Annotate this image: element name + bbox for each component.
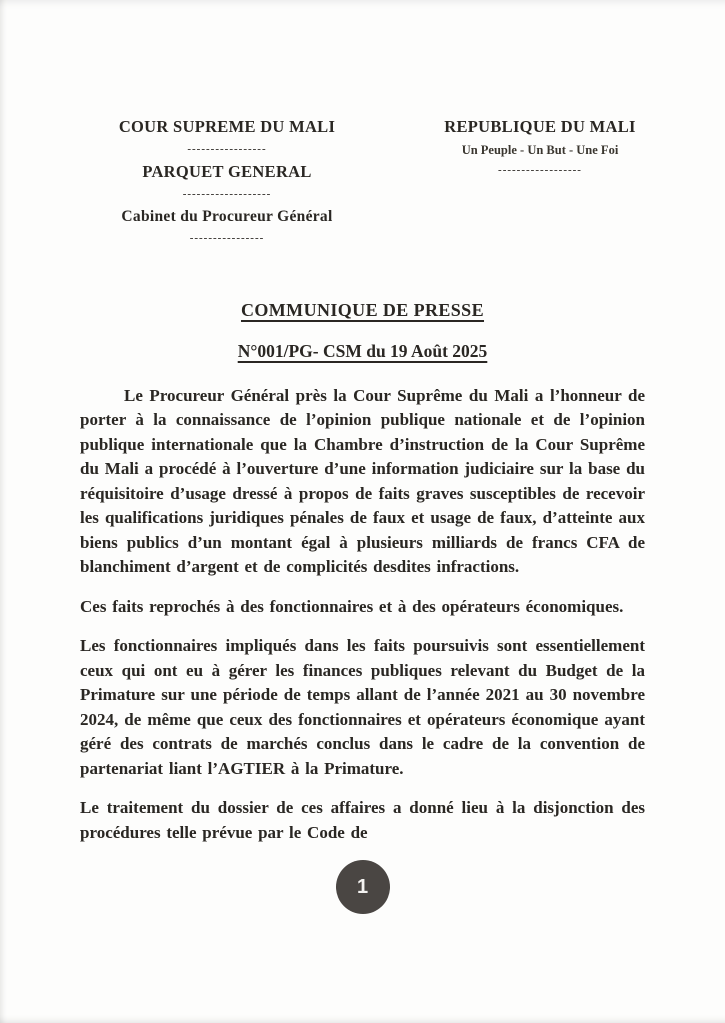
header-left-block xyxy=(82,118,372,252)
court-name: COUR SUPREME DU MALI xyxy=(118,117,336,136)
page-number-badge: 1 xyxy=(336,860,390,914)
separator-dashes: ----------------- xyxy=(187,142,267,155)
separator-dashes: ------------------- xyxy=(182,187,272,200)
document-reference-number: N°001/PG- CSM du 19 Août 2025 xyxy=(237,340,488,361)
page-number-container xyxy=(0,860,725,914)
parquet-general: PARQUET GENERAL xyxy=(142,161,312,181)
national-motto: Un Peuple - Un But - Une Foi xyxy=(461,142,619,157)
paragraph: Le Procureur Général près la Cour Suprême du Mali a l’honneur de porter à la connaissance de l’opinion publique nationale et de l’opinion publique internationale que la Chambre d’instruction de la Cour Suprême du Mali a procédé à l’ouverture d’une information judiciaire sur la base du réquisitoire d’usage dressé à propos de faits graves susceptibles de recevoir les qualifications juridiques pénales de faux et usage de faux, d’atteinte aux biens publics d’un montant égal à plusieurs milliards de francs CFA de blanchiment d’argent et de complicités desdites infractions. xyxy=(80,385,645,577)
separator-dashes: ---------------- xyxy=(189,231,265,244)
republic-name: REPUBLIQUE DU MALI xyxy=(444,117,636,136)
paragraph: Le traitement du dossier de ces affaires a donné lieu à la disjonction des procédures telle prévue par le Code de xyxy=(80,798,645,842)
document-header xyxy=(0,0,725,252)
document-title: COMMUNIQUE DE PRESSE xyxy=(240,299,485,320)
header-right-block xyxy=(425,118,655,252)
paragraph: Les fonctionnaires impliqués dans les faits poursuivis sont essentiellement ceux qui ont eu à gérer les finances publiques relevant du Budget de la Primature sur une période de temps allant de l’année 2021 au 30 novembre 2024, de même que ceux des fonctionnaires et opérateurs économique ayant géré des contrats de marchés conclus dans le cadre de la convention de partenariat liant l’AGTIER à la Primature. xyxy=(80,636,645,778)
title-block xyxy=(0,300,725,362)
cabinet-procureur: Cabinet du Procureur Général xyxy=(121,207,333,225)
document-body xyxy=(0,384,725,846)
paragraph: Ces faits reprochés à des fonctionnaires et à des opérateurs économiques. xyxy=(80,596,624,616)
separator-dashes: ------------------ xyxy=(498,163,582,176)
